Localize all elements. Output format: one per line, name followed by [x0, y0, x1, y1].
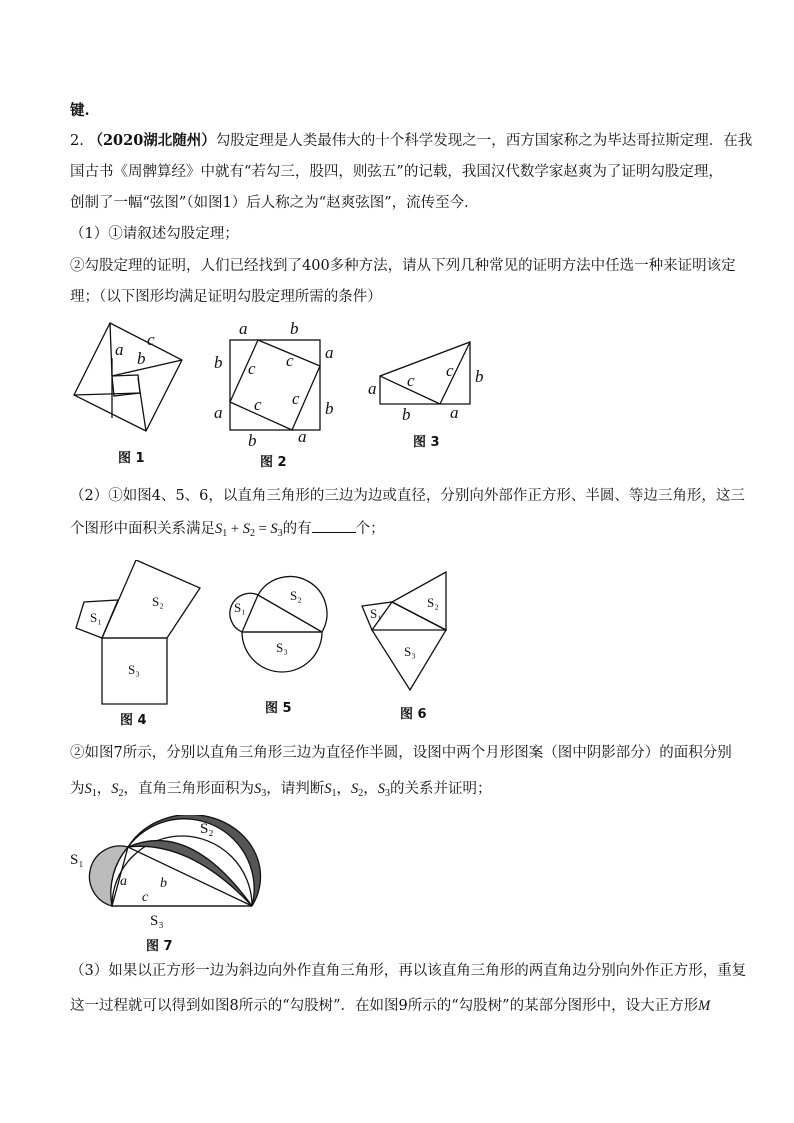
- svg-text:S₂: S₂: [427, 595, 439, 610]
- svg-text:S₁: S₁: [234, 600, 246, 615]
- figures-4-6: [0, 560, 794, 730]
- q2a-pre: 个图形中面积关系满足: [70, 521, 215, 537]
- fig1-label-c: c: [147, 330, 155, 349]
- svg-text:c: c: [286, 351, 294, 370]
- figure-1-string-diagram: [74, 323, 182, 466]
- question-2a-line-1: （2）①如图4、5、6，以直角三角形的三边为边或直径，分别向外部作正方形、半圆、等边三角形，这三: [70, 488, 745, 504]
- svg-text:S₁: S₁: [70, 852, 84, 868]
- question-1a: （1）①请叙述勾股定理；: [70, 226, 239, 242]
- fig2-caption: 图 2: [260, 455, 287, 470]
- svg-text:S₂: S₂: [152, 594, 164, 609]
- figure-2-square-proof: [214, 319, 334, 470]
- fig1-label-b: b: [137, 349, 146, 368]
- svg-text:S₂: S₂: [290, 588, 302, 603]
- problem-intro-line-3: 创制了一幅“弦图”（如图1）后人称之为“赵爽弦图”，流传至今．: [70, 195, 479, 211]
- svg-text:b: b: [248, 431, 257, 450]
- intro-text-1: 勾股定理是人类最伟大的十个科学发现之一，西方国家称之为毕达哥拉斯定理．在我: [215, 133, 753, 149]
- svg-text:c: c: [254, 395, 262, 414]
- figure-5-semicircles: [230, 577, 327, 716]
- svg-text:c: c: [292, 389, 300, 408]
- question-3-line-2: 这一过程就可以得到如图8所示的“勾股树”．在如图9所示的“勾股树”的某部分图形中，设大正方形M: [70, 998, 711, 1014]
- fig7-caption: 图 7: [146, 939, 173, 954]
- answer-blank: [312, 518, 356, 533]
- q2a-post: 的有: [282, 521, 312, 537]
- fig1-label-a: a: [115, 340, 124, 359]
- problem-number: 2.: [70, 133, 84, 149]
- problem-intro-line-1: [70, 131, 752, 151]
- svg-text:S₃: S₃: [150, 913, 164, 929]
- question-2b-line-1: ②如图7所示，分别以直角三角形三边为直径作半圆，设图中两个月形图案（图中阴影部分）的面积分别: [70, 745, 732, 761]
- svg-text:b: b: [475, 367, 484, 386]
- svg-text:a: a: [298, 427, 307, 446]
- figures-1-3: [0, 318, 794, 518]
- problem-intro-line-2: 国古书《周髀算经》中就有“若勾三，股四，则弦五”的记载，我国汉代数学家赵爽为了证明勾股定理，: [70, 164, 723, 180]
- fig4-caption: 图 4: [120, 713, 147, 728]
- svg-text:a: a: [120, 874, 127, 889]
- question-2a-line-2: [70, 518, 385, 544]
- figure-4-squares: [76, 560, 200, 728]
- svg-text:a: a: [368, 379, 377, 398]
- svg-text:b: b: [160, 876, 167, 891]
- svg-text:b: b: [325, 399, 334, 418]
- svg-text:b: b: [214, 353, 223, 372]
- svg-text:b: b: [290, 319, 299, 338]
- question-3-line-1: （3）如果以正方形一边为斜边向外作直角三角形，再以该直角三角形的两直角边分别向外作正方形，重复: [70, 963, 747, 979]
- top-fragment: 键.: [70, 102, 90, 119]
- svg-text:a: a: [239, 319, 248, 338]
- svg-text:a: a: [325, 343, 334, 362]
- question-2b-line-2: 为$S_1$，$S_2$，直角三角形面积为$S_3$，请判断$S_1$，$S_2$，$S_3$的关系并证明；: [70, 781, 492, 799]
- fig1-caption: 图 1: [118, 451, 145, 466]
- svg-text:b: b: [402, 405, 411, 424]
- svg-text:a: a: [450, 403, 459, 422]
- fig3-caption: 图 3: [413, 435, 440, 450]
- svg-text:c: c: [248, 359, 256, 378]
- svg-text:S₂: S₂: [200, 821, 214, 837]
- question-1b-line-1: ②勾股定理的证明，人们已经找到了400多种方法，请从下列几种常见的证明方法中任选一种来证明该定: [70, 258, 736, 274]
- svg-text:S₃: S₃: [128, 662, 140, 677]
- svg-text:S₃: S₃: [404, 644, 416, 659]
- figure-3-trapezoid-proof: [368, 342, 484, 450]
- svg-text:S₃: S₃: [276, 640, 288, 655]
- question-1b-line-2: 理；（以下图形均满足证明勾股定理所需的条件）: [70, 289, 382, 305]
- svg-text:c: c: [142, 890, 149, 905]
- svg-text:S₁: S₁: [370, 606, 382, 621]
- svg-text:c: c: [446, 361, 454, 380]
- figure-6-triangles: [362, 572, 446, 722]
- figure-7-lunes: [70, 815, 270, 955]
- fig6-caption: 图 6: [400, 707, 427, 722]
- source-tag: （2020湖北随州）: [88, 132, 216, 149]
- svg-text:a: a: [214, 403, 223, 422]
- svg-text:S₁: S₁: [90, 610, 102, 625]
- q2a-end: 个；: [355, 521, 385, 537]
- fig5-caption: 图 5: [265, 701, 292, 716]
- svg-text:c: c: [407, 371, 415, 390]
- formula-s1-plus-s2-eq-s3: $S_1 + S_2 = S_3$: [215, 521, 283, 539]
